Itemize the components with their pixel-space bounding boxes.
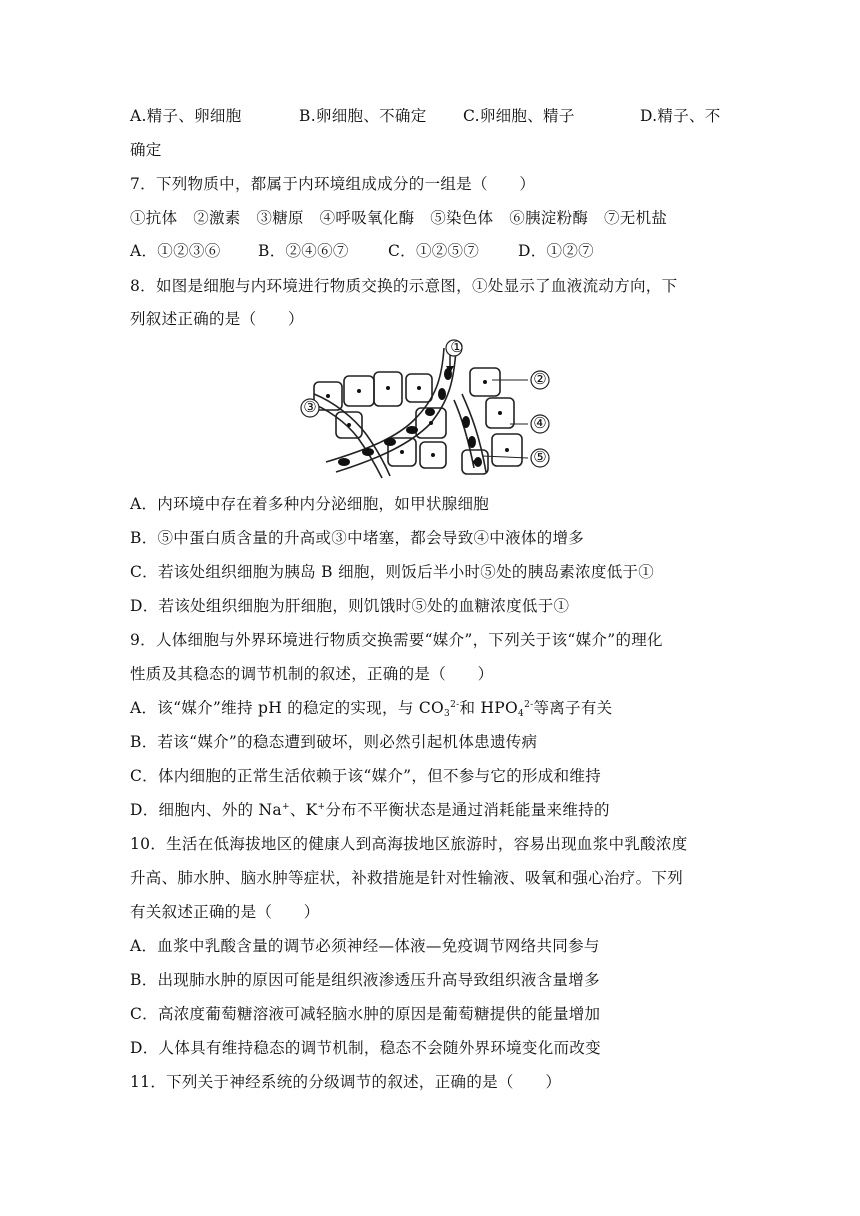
- q9-option-b: B．若该“媒介”的稳态遭到破坏，则必然引起机体患遗传病: [130, 733, 538, 751]
- q9-co3-charge: 2-: [450, 700, 460, 710]
- q9-option-d-mid: 、K: [289, 801, 318, 819]
- q11-stem: 11．下列关于神经系统的分级调节的叙述，正确的是（ ）: [130, 1073, 562, 1091]
- q7-option-b: B．②④⑥⑦: [258, 242, 349, 260]
- q7-option-d: D．①②⑦: [518, 242, 594, 260]
- q6-option-d: D.精子、不: [640, 107, 721, 125]
- q8-option-b: B．⑤中蛋白质含量的升高或③中堵塞，都会导致④中液体的增多: [130, 529, 585, 547]
- q9-stem-line1: 9．人体细胞与外界环境进行物质交换需要“媒介”，下列关于该“媒介”的理化: [130, 631, 663, 649]
- q6-option-a: A.精子、卵细胞: [130, 107, 242, 125]
- q9-k-charge: +: [317, 802, 326, 812]
- diagram-label-1: ①: [450, 338, 464, 356]
- q10-option-d: D．人体具有维持稳态的调节机制，稳态不会随外界环境变化而改变: [130, 1039, 601, 1057]
- q9-na-charge: +: [281, 802, 290, 812]
- q9-option-d-text: D．细胞内、外的 Na: [130, 801, 282, 819]
- diagram-label-2: ②: [533, 370, 547, 388]
- q10-stem-line1: 10．生活在低海拔地区的健康人到高海拔地区旅游时，容易出现血浆中乳酸浓度: [130, 835, 688, 853]
- q7-items: ①抗体 ②激素 ③糖原 ④呼吸氧化酶 ⑤染色体 ⑥胰淀粉酶 ⑦无机盐: [130, 209, 668, 227]
- q9-option-a-end: 等离子有关: [533, 699, 613, 717]
- q9-co3-subscript: 3: [444, 709, 451, 719]
- q8-option-a: A．内环境中存在着多种内分泌细胞，如甲状腺细胞: [130, 495, 490, 513]
- q8-stem-line2: 列叙述正确的是（ ）: [130, 310, 304, 328]
- q6-option-d-wrap: 确定: [130, 141, 162, 159]
- diagram-label-3: ③: [303, 398, 317, 416]
- q7-stem: 7．下列物质中，都属于内环境组成成分的一组是（ ）: [130, 175, 536, 193]
- q6-option-c: C.卵细胞、精子: [463, 107, 575, 125]
- q10-option-b: B．出现肺水肿的原因可能是组织液渗透压升高导致组织液含量增多: [130, 971, 600, 989]
- q8-option-d: D．若该处组织细胞为肝细胞，则饥饿时⑤处的血糖浓度低于①: [130, 597, 570, 615]
- q6-option-b: B.卵细胞、不确定: [299, 107, 427, 125]
- q9-option-a: [130, 698, 612, 718]
- q9-option-a-text: A．该“媒介”维持 pH 的稳定的实现，与 CO: [130, 699, 445, 717]
- q8-stem-line1: 8．如图是细胞与内环境进行物质交换的示意图，①处显示了血液流动方向，下: [130, 277, 678, 295]
- q9-stem-line2: 性质及其稳态的调节机制的叙述，正确的是（ ）: [130, 665, 494, 683]
- q7-option-a: A．①②③⑥: [130, 242, 221, 260]
- q10-option-a: A．血浆中乳酸含量的调节必须神经—体液—免疫调节网络共同参与: [130, 937, 600, 955]
- cell-exchange-diagram: [296, 338, 558, 490]
- q10-stem-line2: 升高、肺水肿、脑水肿等症状，补救措施是针对性输液、吸氧和强心治疗。下列: [130, 869, 684, 887]
- q10-stem-line3: 有关叙述正确的是（ ）: [130, 903, 320, 921]
- q10-option-c: C．高浓度葡萄糖溶液可减轻脑水肿的原因是葡萄糖提供的能量增加: [130, 1005, 601, 1023]
- diagram-label-4: ④: [533, 414, 547, 432]
- q7-option-c: C．①②⑤⑦: [388, 242, 480, 260]
- q9-option-c: C．体内细胞的正常生活依赖于该“媒介”，但不参与它的形成和维持: [130, 767, 602, 785]
- q9-option-d: [130, 800, 610, 820]
- q9-option-a-mid: 和 HPO: [459, 699, 519, 717]
- q9-option-d-end: 分布不平衡状态是通过消耗能量来维持的: [325, 801, 610, 819]
- q8-option-c: C．若该处组织细胞为胰岛 B 细胞，则饭后半小时⑤处的胰岛素浓度低于①: [130, 563, 655, 581]
- q9-hpo4-charge: 2-: [524, 700, 534, 710]
- q9-hpo4-subscript: 4: [518, 709, 525, 719]
- diagram-label-5: ⑤: [533, 448, 547, 466]
